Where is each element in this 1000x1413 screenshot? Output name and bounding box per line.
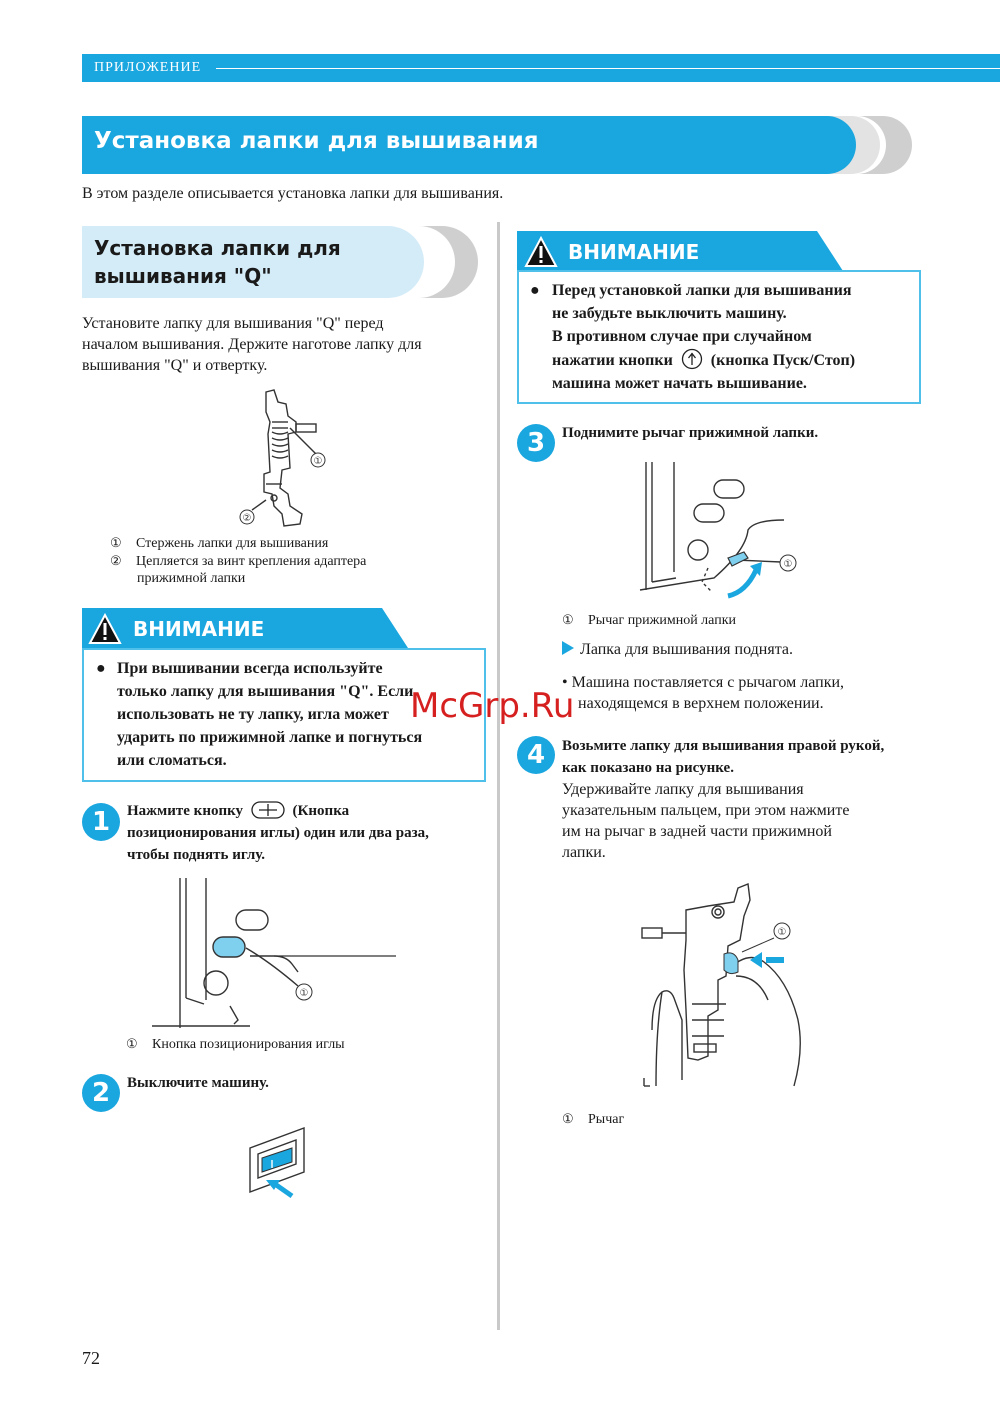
result-arrow-icon: [562, 641, 574, 655]
fig1-captions: [110, 534, 490, 587]
step-1-line-1: Нажмите кнопку (Кнопка: [127, 803, 350, 819]
left-caution-line-2: только лапку для вышивания "Q". Если: [117, 683, 414, 700]
note-text: [562, 672, 922, 714]
needle-position-button-icon: [251, 801, 285, 819]
embroidery-foot-illustration: [230, 388, 340, 530]
fig3-caption: ① Рычаг прижимной лапки: [562, 612, 736, 628]
page-title: Установка лапки для вышивания: [94, 128, 539, 154]
fig2-callout-1: ①: [299, 988, 309, 999]
fig1-caption-2: ② Цепляется за винт крепления адаптера: [110, 553, 367, 569]
left-paragraph: [82, 313, 492, 376]
fig1-callout-1: ①: [313, 456, 323, 467]
subheading-line-1: Установка лапки для: [94, 236, 341, 260]
fig1-callout-2: ②: [242, 513, 252, 524]
right-caution-line-1: Перед установкой лапки для вышивания: [552, 282, 852, 299]
machine-button-panel-illustration: [150, 876, 402, 1032]
warning-icon: [524, 236, 558, 268]
page-number: 72: [82, 1348, 100, 1368]
left-para-line-2: началом вышивания. Держите наготове лапку для: [82, 336, 422, 353]
power-switch-illustration: [244, 1124, 314, 1204]
left-caution-bullet: ●: [96, 660, 106, 677]
step-4-text: [562, 735, 942, 779]
note-line-2: находящемся в верхнем положении.: [578, 695, 824, 712]
note-line-1: • Машина поставляется с рычагом лапки,: [562, 674, 845, 691]
step-4-para-line-2: указательным пальцем, при этом нажмите: [562, 802, 850, 819]
left-caution-line-4: ударить по прижимной лапке и погнуться: [117, 729, 423, 746]
header-rule: [216, 68, 1000, 69]
right-caution-title: ВНИМАНИЕ: [568, 240, 700, 264]
step-2-number: 2: [82, 1074, 120, 1112]
step-4-line-1: Возьмите лапку для вышивания правой рукой,: [562, 738, 885, 754]
step-4-paragraph: [562, 779, 942, 863]
right-caution-line-2: не забудьте выключить машину.: [552, 305, 787, 322]
left-caution-line-3: использовать не ту лапку, игла может: [117, 706, 389, 723]
warning-icon: [88, 613, 122, 645]
fig3-callout-1: ①: [783, 559, 793, 570]
step-4-para-line-1: Удерживайте лапку для вышивания: [562, 781, 804, 798]
left-caution-line-5: или сломаться.: [117, 752, 227, 769]
left-caution-title: ВНИМАНИЕ: [133, 617, 265, 641]
step-3-text: Поднимите рычаг прижимной лапки.: [562, 425, 819, 441]
right-caution-line-5: машина может начать вышивание.: [552, 375, 807, 392]
step-4-line-2: как показано на рисунке.: [562, 760, 734, 776]
presser-foot-lever-illustration: [636, 460, 802, 606]
result-line: Лапка для вышивания поднята.: [562, 639, 922, 660]
right-caution-text: [552, 279, 914, 395]
section-label: ПРИЛОЖЕНИЕ: [94, 60, 202, 75]
column-divider: [497, 222, 500, 1330]
step-4-para-line-3: им на рычаг в задней части прижимной: [562, 823, 832, 840]
step-4-para-line-4: лапки.: [562, 844, 606, 861]
step-2-text: Выключите машину.: [127, 1075, 269, 1091]
right-caution-line-4: нажатии кнопки (кнопка Пуск/Стоп): [552, 348, 914, 372]
fig4-callout-1: ①: [777, 927, 787, 938]
left-caution-line-1: При вышивании всегда используйте: [117, 660, 383, 677]
right-caution-bullet: ●: [530, 282, 540, 299]
watermark: McGrp.Ru: [410, 686, 575, 726]
fig1-caption-1: ① Стержень лапки для вышивания: [110, 535, 329, 551]
start-stop-button-icon: [681, 348, 703, 370]
subheading-line-2: вышивания "Q": [94, 264, 272, 288]
subheading: [94, 234, 414, 290]
left-para-line-3: вышивания "Q" и отвертку.: [82, 357, 268, 374]
intro-text: В этом разделе описывается установка лапки для вышивания.: [82, 185, 504, 202]
fig4-caption: ① Рычаг: [562, 1111, 625, 1127]
hand-holding-foot-illustration: [638, 880, 810, 1094]
step-1-text: [127, 800, 497, 866]
step-1-line-3: чтобы поднять иглу.: [127, 847, 266, 863]
right-caution-line-3: В противном случае при случайном: [552, 328, 812, 345]
fig1-caption-2-cont: прижимной лапки: [137, 571, 246, 586]
left-para-line-1: Установите лапку для вышивания "Q" перед: [82, 315, 384, 332]
step-3-number: 3: [517, 424, 555, 462]
step-1-line-2: позиционирования иглы) один или два раза,: [127, 825, 429, 841]
step-4-number: 4: [517, 736, 555, 774]
step-1-number: 1: [82, 803, 120, 841]
fig2-caption: ① Кнопка позиционирования иглы: [126, 1036, 345, 1052]
